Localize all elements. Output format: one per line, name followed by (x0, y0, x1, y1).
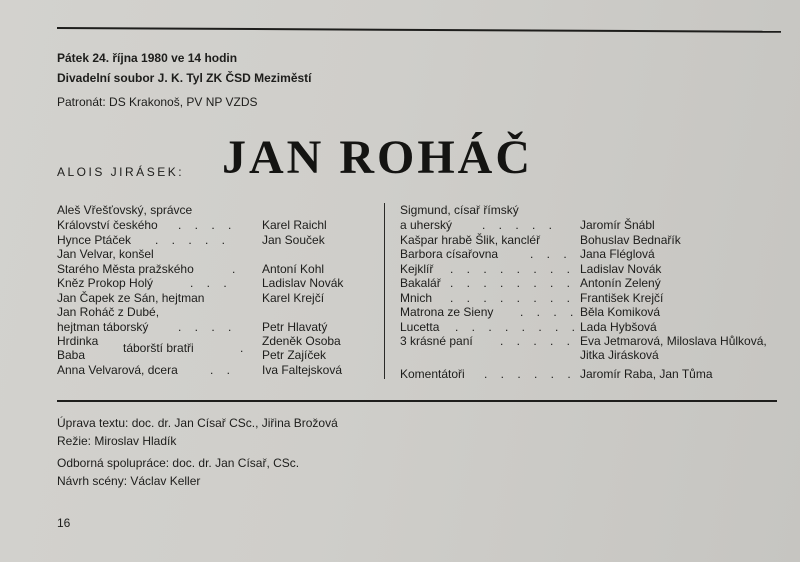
role: Matrona ze Sieny (400, 305, 494, 319)
dot-leader: . . (210, 363, 236, 377)
dot-leader: . . . (190, 276, 232, 290)
top-rule (57, 27, 781, 33)
actor: Karel Krejčí (262, 291, 325, 305)
dot-leader: . . . . (178, 320, 237, 334)
role: Lucetta (400, 320, 440, 334)
dot-leader: . . . . . . (484, 367, 576, 381)
role: Kašpar hrabě Šlik, kancléř (400, 233, 541, 247)
role: Sigmund, císař římský (400, 203, 519, 217)
role: Jan Čapek ze Sán, hejtman (57, 291, 205, 305)
actor: Antoní Kohl (262, 262, 325, 276)
actor: Petr Hlavatý (262, 320, 328, 334)
page-number: 16 (57, 516, 71, 530)
actor: Běla Komiková (580, 305, 661, 319)
actor: Jitka Jirásková (580, 348, 659, 362)
actor: František Krejčí (580, 291, 664, 305)
dot-leader: . . . . . (500, 334, 576, 348)
actor: Jaromír Šnábl (580, 218, 655, 232)
dot-leader: . . . . . . . . (450, 276, 576, 290)
dot-leader: . . . . (520, 305, 579, 319)
actor: Iva Faltejsková (262, 363, 343, 377)
actor: Petr Zajíček (262, 348, 327, 362)
role: Starého Města pražského (57, 262, 194, 276)
dot-leader: . . . . (178, 218, 237, 232)
role: Baba (57, 348, 86, 362)
direction-credit: Režie: Miroslav Hladík (57, 434, 177, 448)
actor: Antonín Zelený (580, 276, 661, 290)
role: Bakalář (400, 276, 441, 290)
actor: Ladislav Novák (580, 262, 662, 276)
role: Kejklíř (400, 262, 434, 276)
actor: Bohuslav Bednařík (580, 233, 681, 247)
role: Hrdinka (57, 334, 99, 348)
role-group: táborští bratři (123, 341, 194, 355)
role: hejtman táborský (57, 320, 149, 334)
role: Jan Roháč z Dubé, (57, 305, 160, 319)
collaboration-credit: Odborná spolupráce: doc. dr. Jan Císař, CSc. (57, 456, 300, 470)
role: 3 krásné paní (400, 334, 473, 348)
role: Barbora císařovna (400, 247, 499, 261)
play-title: JAN ROHÁČ (222, 131, 533, 184)
set-design-credit: Návrh scény: Václav Keller (57, 474, 201, 488)
actor: Lada Hybšová (580, 320, 657, 334)
column-divider (384, 203, 385, 379)
role: Komentátoři (400, 367, 465, 381)
role: Království českého (57, 218, 158, 232)
role: Aleš Vřešťovský, správce (57, 203, 193, 217)
dot-leader: . . . . . . . . (455, 320, 581, 334)
role: Kněz Prokop Holý (57, 276, 154, 290)
dot-leader: . (232, 262, 241, 276)
role: Jan Velvar, konšel (57, 247, 154, 261)
dot-leader: . . . . . . . . (450, 291, 576, 305)
dot-leader: . . . . . (155, 233, 231, 247)
actor: Jana Fléglová (580, 247, 655, 261)
dot-leader: . . . . . (482, 218, 558, 232)
performance-date: Pátek 24. října 1980 ve 14 hodin (57, 51, 238, 65)
patronage: Patronát: DS Krakonoš, PV NP VZDS (57, 95, 258, 109)
dot-leader: . . . . . . . . (450, 262, 576, 276)
role: Hynce Ptáček (57, 233, 132, 247)
actor: Ladislav Novák (262, 276, 344, 290)
role: Mnich (400, 291, 433, 305)
dot-leader: . (240, 341, 249, 355)
bottom-rule (57, 400, 777, 402)
actor: Jaromír Raba, Jan Tůma (580, 367, 713, 381)
theatre-company: Divadelní soubor J. K. Tyl ZK ČSD Meziměstí (57, 71, 312, 85)
author-name: ALOIS JIRÁSEK: (57, 165, 185, 179)
actor: Zdeněk Osoba (262, 334, 341, 348)
actor: Eva Jetmarová, Miloslava Hůlková, (580, 334, 767, 348)
actor: Karel Raichl (262, 218, 327, 232)
actor: Jan Souček (262, 233, 325, 247)
role: Anna Velvarová, dcera (57, 363, 178, 377)
text-editing-credit: Úprava textu: doc. dr. Jan Císař CSc., Jiřina Brožová (57, 416, 338, 430)
role: a uherský (400, 218, 453, 232)
dot-leader: . . . (530, 247, 572, 261)
